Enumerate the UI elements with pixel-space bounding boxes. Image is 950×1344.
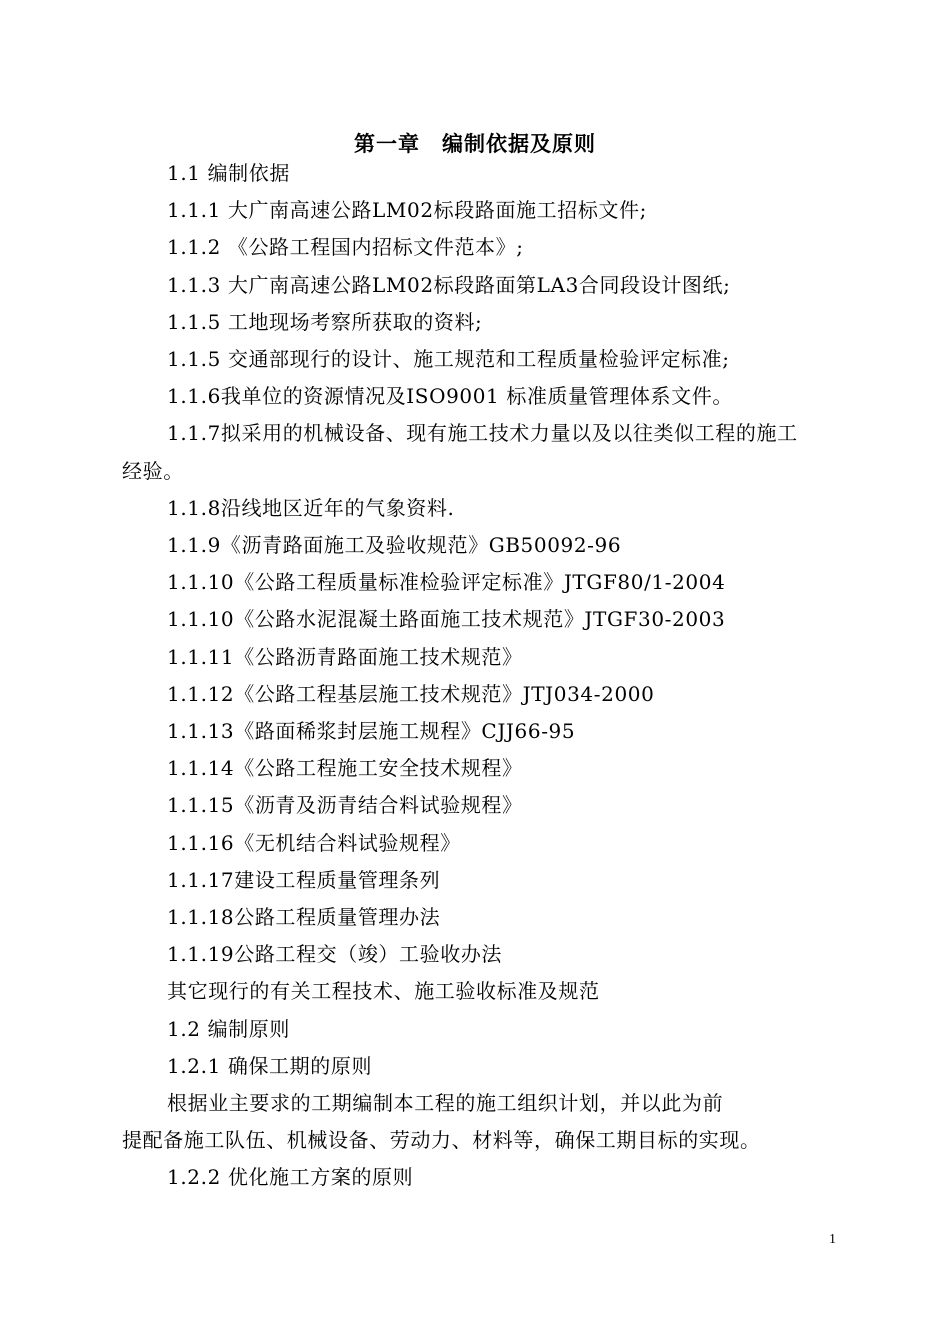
paragraph-line: 其它现行的有关工程技术、施工验收标准及规范: [167, 979, 600, 1004]
paragraph-line: 1.1.5 工地现场考察所获取的资料;: [167, 309, 483, 334]
paragraph-line: 1.1.12《公路工程基层施工技术规范》JTJ034-2000: [167, 681, 655, 706]
paragraph-line: 1.1.3 大广南高速公路LM02标段路面第LA3合同段设计图纸;: [167, 272, 731, 297]
paragraph-line: 提配备施工队伍、机械设备、劳动力、材料等，确保工期目标的实现。: [122, 1128, 761, 1153]
paragraph-line: 1.1.5 交通部现行的设计、施工规范和工程质量检验评定标准;: [167, 347, 730, 371]
paragraph-line: 1.1 编制依据: [167, 161, 290, 185]
paragraph-line: 1.1.8沿线地区近年的气象资料.: [167, 495, 455, 520]
paragraph-line: 1.1.2 《公路工程国内招标文件范本》;: [167, 235, 524, 260]
paragraph-line: 1.1.7拟采用的机械设备、现有施工技术力量以及以往类似工程的施工: [167, 421, 798, 446]
paragraph-line: 1.1.11《公路沥青路面施工技术规范》: [167, 644, 523, 669]
paragraph-line: 1.1.17建设工程质量管理条列: [167, 867, 441, 892]
paragraph-line: 1.1.6我单位的资源情况及ISO9001 标准质量管理体系文件。: [167, 384, 733, 409]
page-number: 1: [829, 1232, 836, 1247]
paragraph-line: 1.1.16《无机结合料试验规程》: [167, 830, 461, 855]
paragraph-line: 经验。: [122, 458, 184, 483]
paragraph-line: 1.1.15《沥青及沥青结合料试验规程》: [167, 793, 523, 818]
paragraph-line: 1.1.19公路工程交（竣）工验收办法: [167, 942, 503, 967]
paragraph-line: 1.1.13《路面稀浆封层施工规程》CJJ66-95: [167, 719, 576, 743]
paragraph-line: 1.1.10《公路工程质量标准检验评定标准》JTGF80/1-2004: [167, 570, 726, 595]
paragraph-line: 1.1.1 大广南高速公路LM02标段路面施工招标文件;: [167, 198, 647, 223]
paragraph-line: 1.1.9《沥青路面施工及验收规范》GB50092-96: [167, 533, 622, 557]
paragraph-line: 1.1.18公路工程质量管理办法: [167, 905, 441, 929]
paragraph-line: 1.2.1 确保工期的原则: [167, 1053, 373, 1078]
paragraph-line: 根据业主要求的工期编制本工程的施工组织计划，并以此为前: [167, 1091, 724, 1115]
paragraph-line: 1.1.14《公路工程施工安全技术规程》: [167, 756, 523, 781]
paragraph-line: 1.1.10《公路水泥混凝土路面施工技术规范》JTGF30-2003: [167, 607, 726, 632]
chapter-title: 第一章 编制依据及原则: [354, 131, 596, 156]
paragraph-line: 1.2 编制原则: [167, 1016, 290, 1041]
paragraph-line: 1.2.2 优化施工方案的原则: [167, 1165, 414, 1190]
